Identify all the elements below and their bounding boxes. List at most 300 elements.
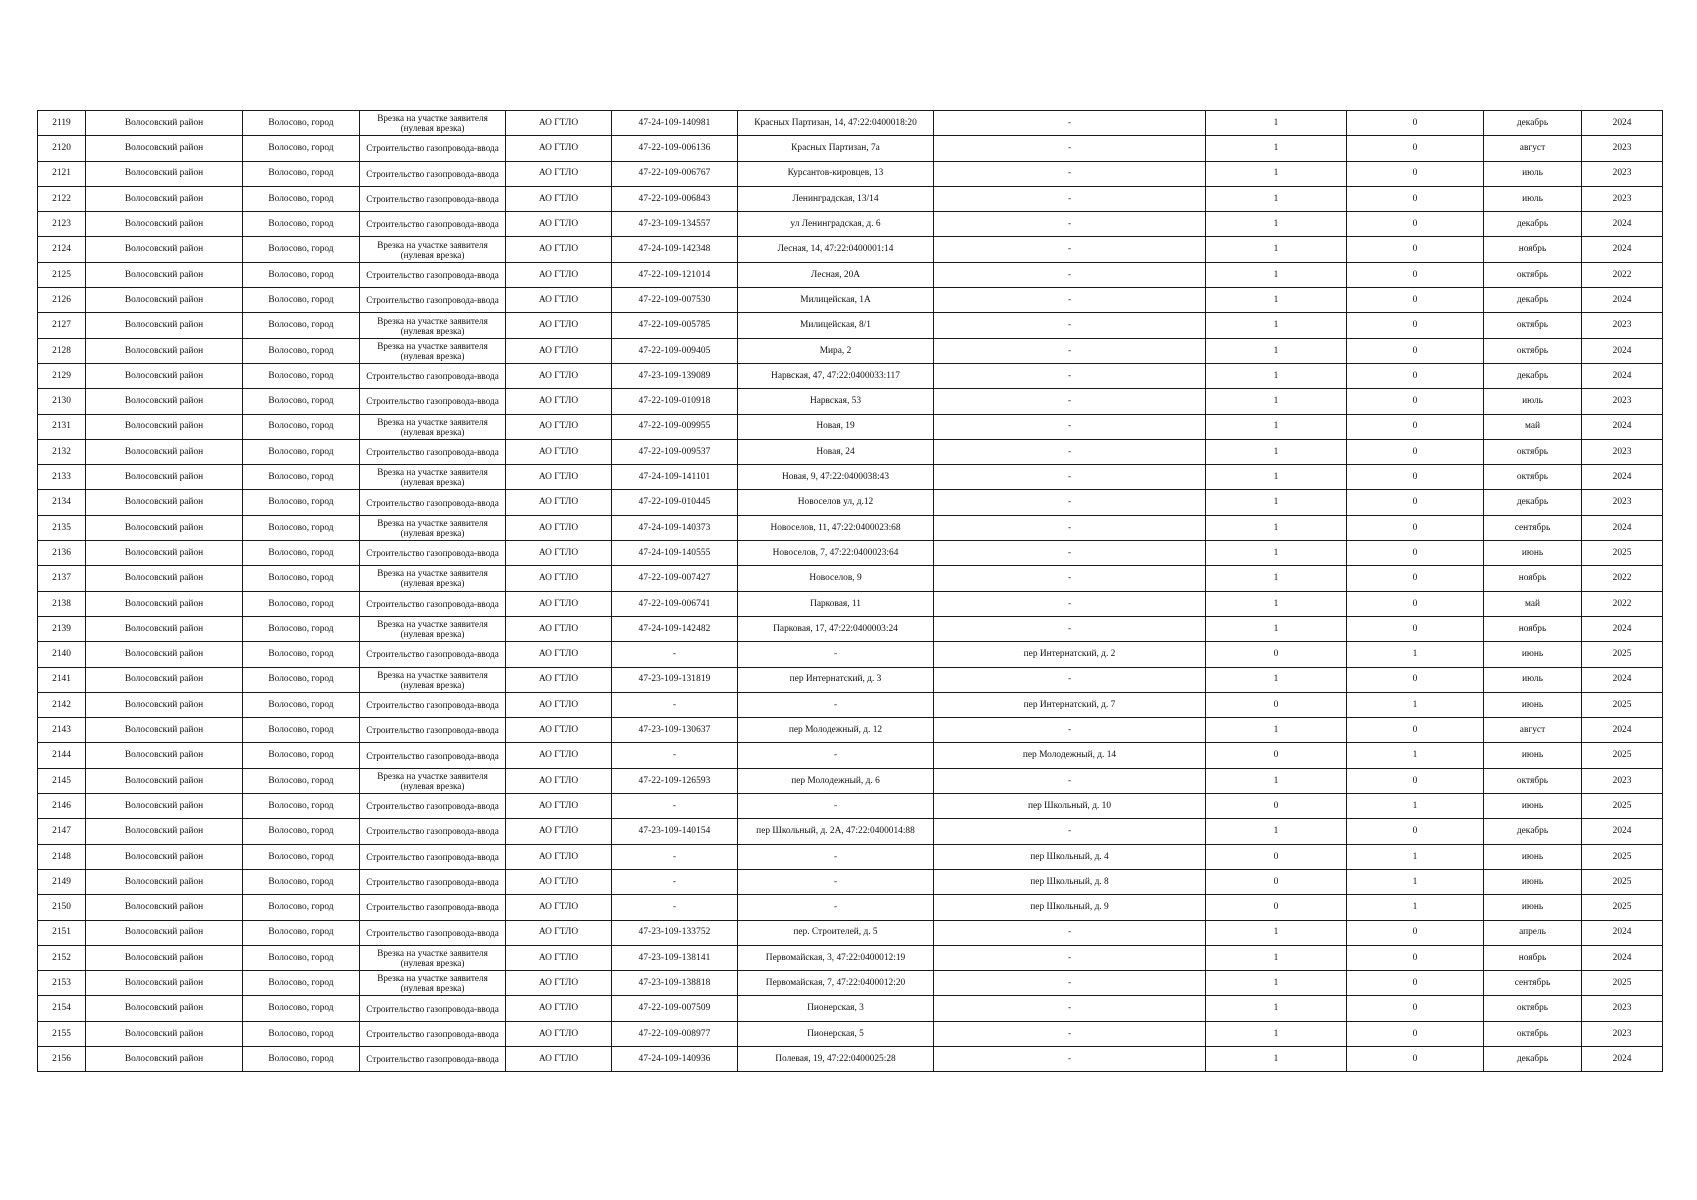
organization-cell: АО ГТЛО [506,667,612,692]
year-cell: 2024 [1582,945,1663,970]
table-row [38,1021,1663,1046]
work-type-cell: Врезка на участке заявителя (нулевая врезка) [360,414,506,439]
planned-address-cell: пер Школьный, д. 8 [934,869,1206,894]
work-type-cell: Врезка на участке заявителя (нулевая врезка) [360,945,506,970]
work-type-cell: Строительство газопровода-ввода [360,819,506,844]
count-b-cell: 0 [1347,718,1484,743]
organization-cell: АО ГТЛО [506,920,612,945]
row-number-cell: 2152 [38,945,86,970]
district-cell: Волосовский район [86,591,243,616]
settlement-cell: Волосово, город [243,920,360,945]
contract-number-cell: 47-23-109-131819 [612,667,738,692]
count-b-cell: 0 [1347,920,1484,945]
year-cell: 2025 [1582,895,1663,920]
address-cadastral-cell: Новоселов, 11, 47:22:0400023:68 [738,515,934,540]
work-type-cell: Строительство газопровода-ввода [360,136,506,161]
count-a-cell: 1 [1206,186,1347,211]
work-type-cell: Строительство газопровода-ввода [360,996,506,1021]
work-type-cell: Строительство газопровода-ввода [360,262,506,287]
address-cadastral-cell: Новоселов ул, д.12 [738,490,934,515]
organization-cell: АО ГТЛО [506,971,612,996]
contract-number-cell: - [612,642,738,667]
work-type-cell: Врезка на участке заявителя (нулевая врезка) [360,667,506,692]
settlement-cell: Волосово, город [243,262,360,287]
address-cadastral-cell: Парковая, 17, 47:22:0400003:24 [738,616,934,641]
district-cell: Волосовский район [86,262,243,287]
settlement-cell: Волосово, город [243,844,360,869]
settlement-cell: Волосово, город [243,338,360,363]
count-a-cell: 1 [1206,1021,1347,1046]
year-cell: 2023 [1582,768,1663,793]
contract-number-cell: 47-22-109-006843 [612,186,738,211]
month-cell: ноябрь [1484,945,1582,970]
district-cell: Волосовский район [86,1021,243,1046]
district-cell: Волосовский район [86,819,243,844]
work-type-cell: Строительство газопровода-ввода [360,591,506,616]
settlement-cell: Волосово, город [243,642,360,667]
row-number-cell: 2142 [38,692,86,717]
settlement-cell: Волосово, город [243,768,360,793]
contract-number-cell: 47-24-109-142482 [612,616,738,641]
month-cell: июнь [1484,743,1582,768]
planned-address-cell: пер Интернатский, д. 7 [934,692,1206,717]
year-cell: 2024 [1582,920,1663,945]
district-cell: Волосовский район [86,743,243,768]
month-cell: август [1484,136,1582,161]
table-row [38,541,1663,566]
count-a-cell: 1 [1206,667,1347,692]
contract-number-cell: 47-24-109-141101 [612,465,738,490]
settlement-cell: Волосово, город [243,237,360,262]
row-number-cell: 2129 [38,363,86,388]
row-number-cell: 2136 [38,541,86,566]
settlement-cell: Волосово, город [243,819,360,844]
count-b-cell: 0 [1347,465,1484,490]
address-cadastral-cell: Нарвская, 53 [738,389,934,414]
settlement-cell: Волосово, город [243,186,360,211]
organization-cell: АО ГТЛО [506,439,612,464]
month-cell: ноябрь [1484,566,1582,591]
count-b-cell: 0 [1347,566,1484,591]
count-a-cell: 1 [1206,920,1347,945]
settlement-cell: Волосово, город [243,566,360,591]
settlement-cell: Волосово, город [243,414,360,439]
month-cell: декабрь [1484,819,1582,844]
settlement-cell: Волосово, город [243,363,360,388]
address-cadastral-cell: Пионерская, 5 [738,1021,934,1046]
count-a-cell: 1 [1206,389,1347,414]
address-cadastral-cell: Красных Партизан, 14, 47:22:0400018:20 [738,111,934,136]
district-cell: Волосовский район [86,895,243,920]
address-cadastral-cell: ул Ленинградская, д. 6 [738,212,934,237]
row-number-cell: 2145 [38,768,86,793]
work-type-cell: Врезка на участке заявителя (нулевая врезка) [360,465,506,490]
district-cell: Волосовский район [86,971,243,996]
planned-address-cell: - [934,288,1206,313]
count-b-cell: 0 [1347,161,1484,186]
month-cell: август [1484,718,1582,743]
planned-address-cell: - [934,566,1206,591]
contract-number-cell: 47-22-109-006136 [612,136,738,161]
table-row [38,161,1663,186]
row-number-cell: 2149 [38,869,86,894]
settlement-cell: Волосово, город [243,869,360,894]
table-row [38,363,1663,388]
row-number-cell: 2147 [38,819,86,844]
count-b-cell: 0 [1347,262,1484,287]
gasification-registry-table [37,110,1663,1072]
row-number-cell: 2125 [38,262,86,287]
contract-number-cell: 47-22-109-007530 [612,288,738,313]
planned-address-cell: - [934,541,1206,566]
organization-cell: АО ГТЛО [506,718,612,743]
contract-number-cell: 47-22-109-010918 [612,389,738,414]
row-number-cell: 2139 [38,616,86,641]
count-b-cell: 0 [1347,591,1484,616]
count-b-cell: 0 [1347,616,1484,641]
planned-address-cell: - [934,616,1206,641]
planned-address-cell: - [934,313,1206,338]
row-number-cell: 2131 [38,414,86,439]
organization-cell: АО ГТЛО [506,1021,612,1046]
contract-number-cell: - [612,692,738,717]
address-cadastral-cell: - [738,642,934,667]
table-row [38,971,1663,996]
row-number-cell: 2123 [38,212,86,237]
row-number-cell: 2130 [38,389,86,414]
planned-address-cell: - [934,1021,1206,1046]
contract-number-cell: 47-22-109-010445 [612,490,738,515]
contract-number-cell: - [612,844,738,869]
table-row [38,869,1663,894]
work-type-cell: Строительство газопровода-ввода [360,186,506,211]
work-type-cell: Строительство газопровода-ввода [360,794,506,819]
work-type-cell: Строительство газопровода-ввода [360,1046,506,1071]
count-a-cell: 1 [1206,111,1347,136]
settlement-cell: Волосово, город [243,465,360,490]
district-cell: Волосовский район [86,212,243,237]
organization-cell: АО ГТЛО [506,262,612,287]
table-row [38,996,1663,1021]
table-row [38,288,1663,313]
address-cadastral-cell: Пионерская, 3 [738,996,934,1021]
district-cell: Волосовский район [86,566,243,591]
district-cell: Волосовский район [86,363,243,388]
table-row [38,262,1663,287]
year-cell: 2023 [1582,161,1663,186]
row-number-cell: 2144 [38,743,86,768]
month-cell: декабрь [1484,111,1582,136]
district-cell: Волосовский район [86,642,243,667]
year-cell: 2023 [1582,490,1663,515]
row-number-cell: 2151 [38,920,86,945]
planned-address-cell: - [934,945,1206,970]
count-b-cell: 0 [1347,945,1484,970]
table-row [38,566,1663,591]
address-cadastral-cell: Первомайская, 7, 47:22:0400012:20 [738,971,934,996]
year-cell: 2024 [1582,212,1663,237]
address-cadastral-cell: пер Интернатский, д. 3 [738,667,934,692]
organization-cell: АО ГТЛО [506,616,612,641]
address-cadastral-cell: пер Молодежный, д. 12 [738,718,934,743]
settlement-cell: Волосово, город [243,541,360,566]
work-type-cell: Строительство газопровода-ввода [360,718,506,743]
table-row [38,313,1663,338]
year-cell: 2022 [1582,262,1663,287]
settlement-cell: Волосово, город [243,1046,360,1071]
contract-number-cell: - [612,743,738,768]
row-number-cell: 2127 [38,313,86,338]
count-b-cell: 0 [1347,414,1484,439]
planned-address-cell: - [934,363,1206,388]
address-cadastral-cell: - [738,869,934,894]
planned-address-cell: - [934,591,1206,616]
organization-cell: АО ГТЛО [506,794,612,819]
work-type-cell: Строительство газопровода-ввода [360,1021,506,1046]
planned-address-cell: - [934,389,1206,414]
row-number-cell: 2146 [38,794,86,819]
month-cell: октябрь [1484,313,1582,338]
work-type-cell: Строительство газопровода-ввода [360,743,506,768]
work-type-cell: Строительство газопровода-ввода [360,692,506,717]
count-a-cell: 0 [1206,895,1347,920]
district-cell: Волосовский район [86,692,243,717]
count-b-cell: 0 [1347,439,1484,464]
contract-number-cell: 47-22-109-007509 [612,996,738,1021]
year-cell: 2023 [1582,389,1663,414]
row-number-cell: 2140 [38,642,86,667]
count-a-cell: 1 [1206,768,1347,793]
settlement-cell: Волосово, город [243,111,360,136]
settlement-cell: Волосово, город [243,692,360,717]
district-cell: Волосовский район [86,945,243,970]
row-number-cell: 2119 [38,111,86,136]
count-a-cell: 1 [1206,515,1347,540]
month-cell: апрель [1484,920,1582,945]
address-cadastral-cell: Курсантов-кировцев, 13 [738,161,934,186]
work-type-cell: Врезка на участке заявителя (нулевая врезка) [360,313,506,338]
year-cell: 2024 [1582,667,1663,692]
address-cadastral-cell: Полевая, 19, 47:22:0400025:28 [738,1046,934,1071]
count-b-cell: 0 [1347,212,1484,237]
organization-cell: АО ГТЛО [506,541,612,566]
count-b-cell: 0 [1347,338,1484,363]
contract-number-cell: 47-22-109-009405 [612,338,738,363]
settlement-cell: Волосово, город [243,996,360,1021]
address-cadastral-cell: Лесная, 14, 47:22:0400001:14 [738,237,934,262]
settlement-cell: Волосово, город [243,439,360,464]
year-cell: 2025 [1582,794,1663,819]
work-type-cell: Строительство газопровода-ввода [360,895,506,920]
organization-cell: АО ГТЛО [506,161,612,186]
month-cell: июль [1484,186,1582,211]
month-cell: май [1484,591,1582,616]
year-cell: 2023 [1582,439,1663,464]
row-number-cell: 2148 [38,844,86,869]
month-cell: декабрь [1484,288,1582,313]
table-row [38,338,1663,363]
planned-address-cell: - [934,490,1206,515]
row-number-cell: 2138 [38,591,86,616]
month-cell: ноябрь [1484,616,1582,641]
table-row [38,819,1663,844]
table-row [38,895,1663,920]
district-cell: Волосовский район [86,515,243,540]
count-a-cell: 1 [1206,566,1347,591]
organization-cell: АО ГТЛО [506,490,612,515]
row-number-cell: 2126 [38,288,86,313]
planned-address-cell: - [934,161,1206,186]
contract-number-cell: 47-23-109-140154 [612,819,738,844]
year-cell: 2022 [1582,566,1663,591]
month-cell: июнь [1484,794,1582,819]
settlement-cell: Волосово, город [243,161,360,186]
district-cell: Волосовский район [86,389,243,414]
planned-address-cell: - [934,212,1206,237]
district-cell: Волосовский район [86,869,243,894]
year-cell: 2024 [1582,616,1663,641]
work-type-cell: Врезка на участке заявителя (нулевая врезка) [360,566,506,591]
contract-number-cell: 47-22-109-005785 [612,313,738,338]
count-a-cell: 1 [1206,718,1347,743]
month-cell: декабрь [1484,490,1582,515]
district-cell: Волосовский район [86,490,243,515]
planned-address-cell: - [934,667,1206,692]
planned-address-cell: - [934,338,1206,363]
count-b-cell: 0 [1347,515,1484,540]
address-cadastral-cell: - [738,895,934,920]
address-cadastral-cell: Новоселов, 9 [738,566,934,591]
count-a-cell: 1 [1206,490,1347,515]
contract-number-cell: 47-22-109-121014 [612,262,738,287]
count-a-cell: 1 [1206,541,1347,566]
count-b-cell: 0 [1347,971,1484,996]
district-cell: Волосовский район [86,718,243,743]
month-cell: июнь [1484,895,1582,920]
table-row [38,794,1663,819]
organization-cell: АО ГТЛО [506,642,612,667]
organization-cell: АО ГТЛО [506,389,612,414]
planned-address-cell: - [934,186,1206,211]
month-cell: июнь [1484,844,1582,869]
row-number-cell: 2121 [38,161,86,186]
contract-number-cell: 47-23-109-139089 [612,363,738,388]
address-cadastral-cell: Нарвская, 47, 47:22:0400033:117 [738,363,934,388]
count-b-cell: 0 [1347,768,1484,793]
contract-number-cell: - [612,794,738,819]
contract-number-cell: 47-23-109-133752 [612,920,738,945]
year-cell: 2024 [1582,338,1663,363]
address-cadastral-cell: Милицейская, 8/1 [738,313,934,338]
count-a-cell: 1 [1206,945,1347,970]
organization-cell: АО ГТЛО [506,743,612,768]
table-row [38,768,1663,793]
planned-address-cell: - [934,262,1206,287]
year-cell: 2025 [1582,692,1663,717]
address-cadastral-cell: пер Молодежный, д. 6 [738,768,934,793]
district-cell: Волосовский район [86,439,243,464]
count-b-cell: 0 [1347,288,1484,313]
planned-address-cell: пер Школьный, д. 4 [934,844,1206,869]
settlement-cell: Волосово, город [243,490,360,515]
settlement-cell: Волосово, город [243,515,360,540]
count-a-cell: 1 [1206,262,1347,287]
year-cell: 2025 [1582,844,1663,869]
planned-address-cell: - [934,515,1206,540]
count-b-cell: 0 [1347,996,1484,1021]
address-cadastral-cell: Милицейская, 1А [738,288,934,313]
row-number-cell: 2143 [38,718,86,743]
count-a-cell: 1 [1206,996,1347,1021]
settlement-cell: Волосово, город [243,667,360,692]
district-cell: Волосовский район [86,338,243,363]
count-b-cell: 1 [1347,794,1484,819]
work-type-cell: Строительство газопровода-ввода [360,161,506,186]
settlement-cell: Волосово, город [243,743,360,768]
district-cell: Волосовский район [86,920,243,945]
count-b-cell: 0 [1347,819,1484,844]
count-b-cell: 0 [1347,186,1484,211]
work-type-cell: Врезка на участке заявителя (нулевая врезка) [360,237,506,262]
work-type-cell: Строительство газопровода-ввода [360,541,506,566]
work-type-cell: Строительство газопровода-ввода [360,288,506,313]
organization-cell: АО ГТЛО [506,869,612,894]
month-cell: ноябрь [1484,237,1582,262]
table-row [38,920,1663,945]
district-cell: Волосовский район [86,136,243,161]
table-row [38,515,1663,540]
count-b-cell: 1 [1347,869,1484,894]
contract-number-cell: 47-22-109-006767 [612,161,738,186]
organization-cell: АО ГТЛО [506,186,612,211]
row-number-cell: 2134 [38,490,86,515]
table-row [38,212,1663,237]
organization-cell: АО ГТЛО [506,111,612,136]
district-cell: Волосовский район [86,237,243,262]
table-body [38,111,1663,1072]
row-number-cell: 2153 [38,971,86,996]
year-cell: 2023 [1582,1021,1663,1046]
row-number-cell: 2137 [38,566,86,591]
address-cadastral-cell: Новоселов, 7, 47:22:0400023:64 [738,541,934,566]
row-number-cell: 2155 [38,1021,86,1046]
planned-address-cell: пер Интернатский, д. 2 [934,642,1206,667]
work-type-cell: Строительство газопровода-ввода [360,920,506,945]
settlement-cell: Волосово, город [243,1021,360,1046]
planned-address-cell: - [934,1046,1206,1071]
count-b-cell: 0 [1347,313,1484,338]
work-type-cell: Врезка на участке заявителя (нулевая врезка) [360,111,506,136]
organization-cell: АО ГТЛО [506,1046,612,1071]
row-number-cell: 2124 [38,237,86,262]
district-cell: Волосовский район [86,288,243,313]
count-a-cell: 1 [1206,1046,1347,1071]
year-cell: 2025 [1582,971,1663,996]
address-cadastral-cell: Парковая, 11 [738,591,934,616]
table-row [38,718,1663,743]
year-cell: 2024 [1582,515,1663,540]
table-row [38,490,1663,515]
work-type-cell: Строительство газопровода-ввода [360,869,506,894]
settlement-cell: Волосово, город [243,895,360,920]
work-type-cell: Врезка на участке заявителя (нулевая врезка) [360,338,506,363]
address-cadastral-cell: Красных Партизан, 7а [738,136,934,161]
month-cell: октябрь [1484,439,1582,464]
contract-number-cell: - [612,895,738,920]
work-type-cell: Строительство газопровода-ввода [360,439,506,464]
count-a-cell: 1 [1206,465,1347,490]
count-b-cell: 0 [1347,667,1484,692]
